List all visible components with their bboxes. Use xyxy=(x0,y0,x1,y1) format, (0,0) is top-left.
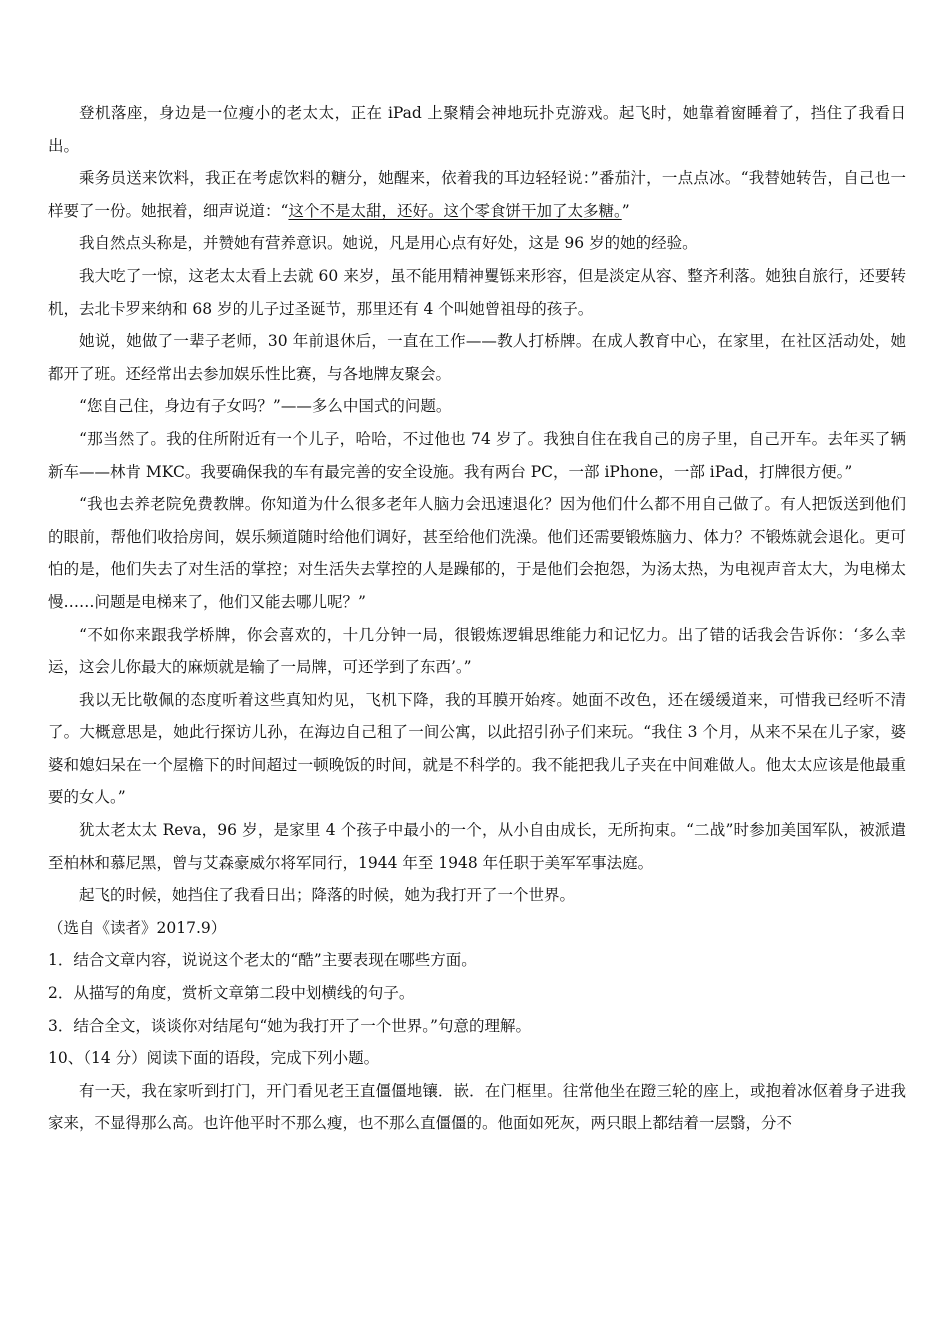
document-page xyxy=(48,97,906,1140)
question-2: 2．从描写的角度，赏析文章第二段中划横线的句子。 xyxy=(48,984,415,1003)
article-paragraph-8: “我也去养老院免费教牌。你知道为什么很多老年人脑力会迅速退化？因为他们什么都不用自己做了。有人把饭送到他们的眼前，帮他们收拾房间，娱乐频道随时给他们调好，甚至给他们洗澡。他们还需要锻炼脑力、体力？不锻炼就会退化。更可怕的是，他们失去了对生活的掌控；对生活失去掌控的人是躁郁的，于是他们会抱怨，为汤太热，为电视声音太大，为电梯太慢……问题是电梯来了，他们又能去哪儿呢？” xyxy=(48,495,906,611)
article-paragraph-2 xyxy=(48,162,906,227)
question-1: 1．结合文章内容，说说这个老太的“酷”主要表现在哪些方面。 xyxy=(48,951,477,970)
article-paragraph-3: 我自然点头称是，并赞她有营养意识。她说，凡是用心点有好处，这是 96 岁的她的经验。 xyxy=(79,234,698,253)
article-paragraph-7: “那当然了。我的住所附近有一个儿子，哈哈，不过他也 74 岁了。我独自住在我自己的房子里，自己开车。去年买了辆新车——林肯 MKC。我要确保我的车有最完善的安全设施。我有两台 PC，一部 iPhone，一部 iPad，打牌很方便。” xyxy=(48,429,906,481)
article-paragraph-12: 起飞的时候，她挡住了我看日出；降落的时候，她为我打开了一个世界。 xyxy=(79,886,576,905)
underlined-sentence: 这个不是太甜，还好。这个零食饼干加了太多糖。 xyxy=(288,201,622,220)
article-paragraph-11: 犹太老太太 Reva，96 岁，是家里 4 个孩子中最小的一个，从小自由成长，无所拘束。“二战”时参加美国军队，被派遣至柏林和慕尼黑，曾与艾森豪威尔将军同行，1944 年至 1948 年任职于美军军事法庭。 xyxy=(48,821,906,872)
paragraph-2-text-before: 乘务员送来饮料，我正在考虑饮料的糖分，她醒来，依着我的耳边轻轻说：”番茄汁，一点点冰。“我替她转告，自己也一样要了一份。她抿着，细声说道：“ xyxy=(48,169,906,220)
section-10-heading: 10、（14 分）阅读下面的语段，完成下列小题。 xyxy=(48,1049,380,1068)
article-paragraph-6: “您自己住，身边有子女吗？”——多么中国式的问题。 xyxy=(79,397,452,416)
article-paragraph-5: 她说，她做了一辈子老师，30 年前退休后，一直在工作——教人打桥牌。在成人教育中心，在家里，在社区活动处，她都开了班。还经常出去参加娱乐性比赛，与各地牌友聚会。 xyxy=(48,332,906,383)
article-paragraph-4: 我大吃了一惊，这老太太看上去就 60 来岁，虽不能用精神矍铄来形容，但是淡定从容、整齐利落。她独自旅行，还要转机，去北卡罗来纳和 68 岁的儿子过圣诞节，那里还有 4 个叫她曾祖母的孩子。 xyxy=(48,266,906,318)
article-source: （选自《读者》2017.9） xyxy=(48,918,227,937)
paragraph-2-text-after: ” xyxy=(621,201,630,220)
question-3: 3．结合全文，谈谈你对结尾句“她为我打开了一个世界。”句意的理解。 xyxy=(48,1016,531,1035)
article-paragraph-9: “不如你来跟我学桥牌，你会喜欢的，十几分钟一局，很锻炼逻辑思维能力和记忆力。出了错的话我会告诉你：‘多么幸运，这会儿你最大的麻烦就是输了一局牌，可还学到了东西’。” xyxy=(48,625,906,677)
article-paragraph-10: 我以无比敬佩的态度听着这些真知灼见，飞机下降，我的耳膜开始疼。她面不改色，还在缓缓道来，可惜我已经听不清了。大概意思是，她此行探访儿孙，在海边自己租了一间公寓，以此招引孙子们来玩。“我住 3 个月，从来不呆在儿子家，婆婆和媳妇呆在一个屋檐下的时间超过一顿晚饭的时间，就是不科学的。我不能把我儿子夹在中间难做人。他太太应该是他最重要的女人。” xyxy=(48,690,906,807)
article-paragraph-1: 登机落座，身边是一位瘦小的老太太，正在 iPad 上聚精会神地玩扑克游戏。起飞时，她靠着窗睡着了，挡住了我看日出。 xyxy=(48,104,906,155)
section-10-paragraph-1: 有一天，我在家听到打门，开门看见老王直僵僵地镶．嵌．在门框里。往常他坐在蹬三轮的座上，或抱着冰伛着身子进我家来，不显得那么高。也许他平时不那么瘦，也不那么直僵僵的。他面如死灰，两只眼上都结着一层翳，分不 xyxy=(48,1081,906,1133)
